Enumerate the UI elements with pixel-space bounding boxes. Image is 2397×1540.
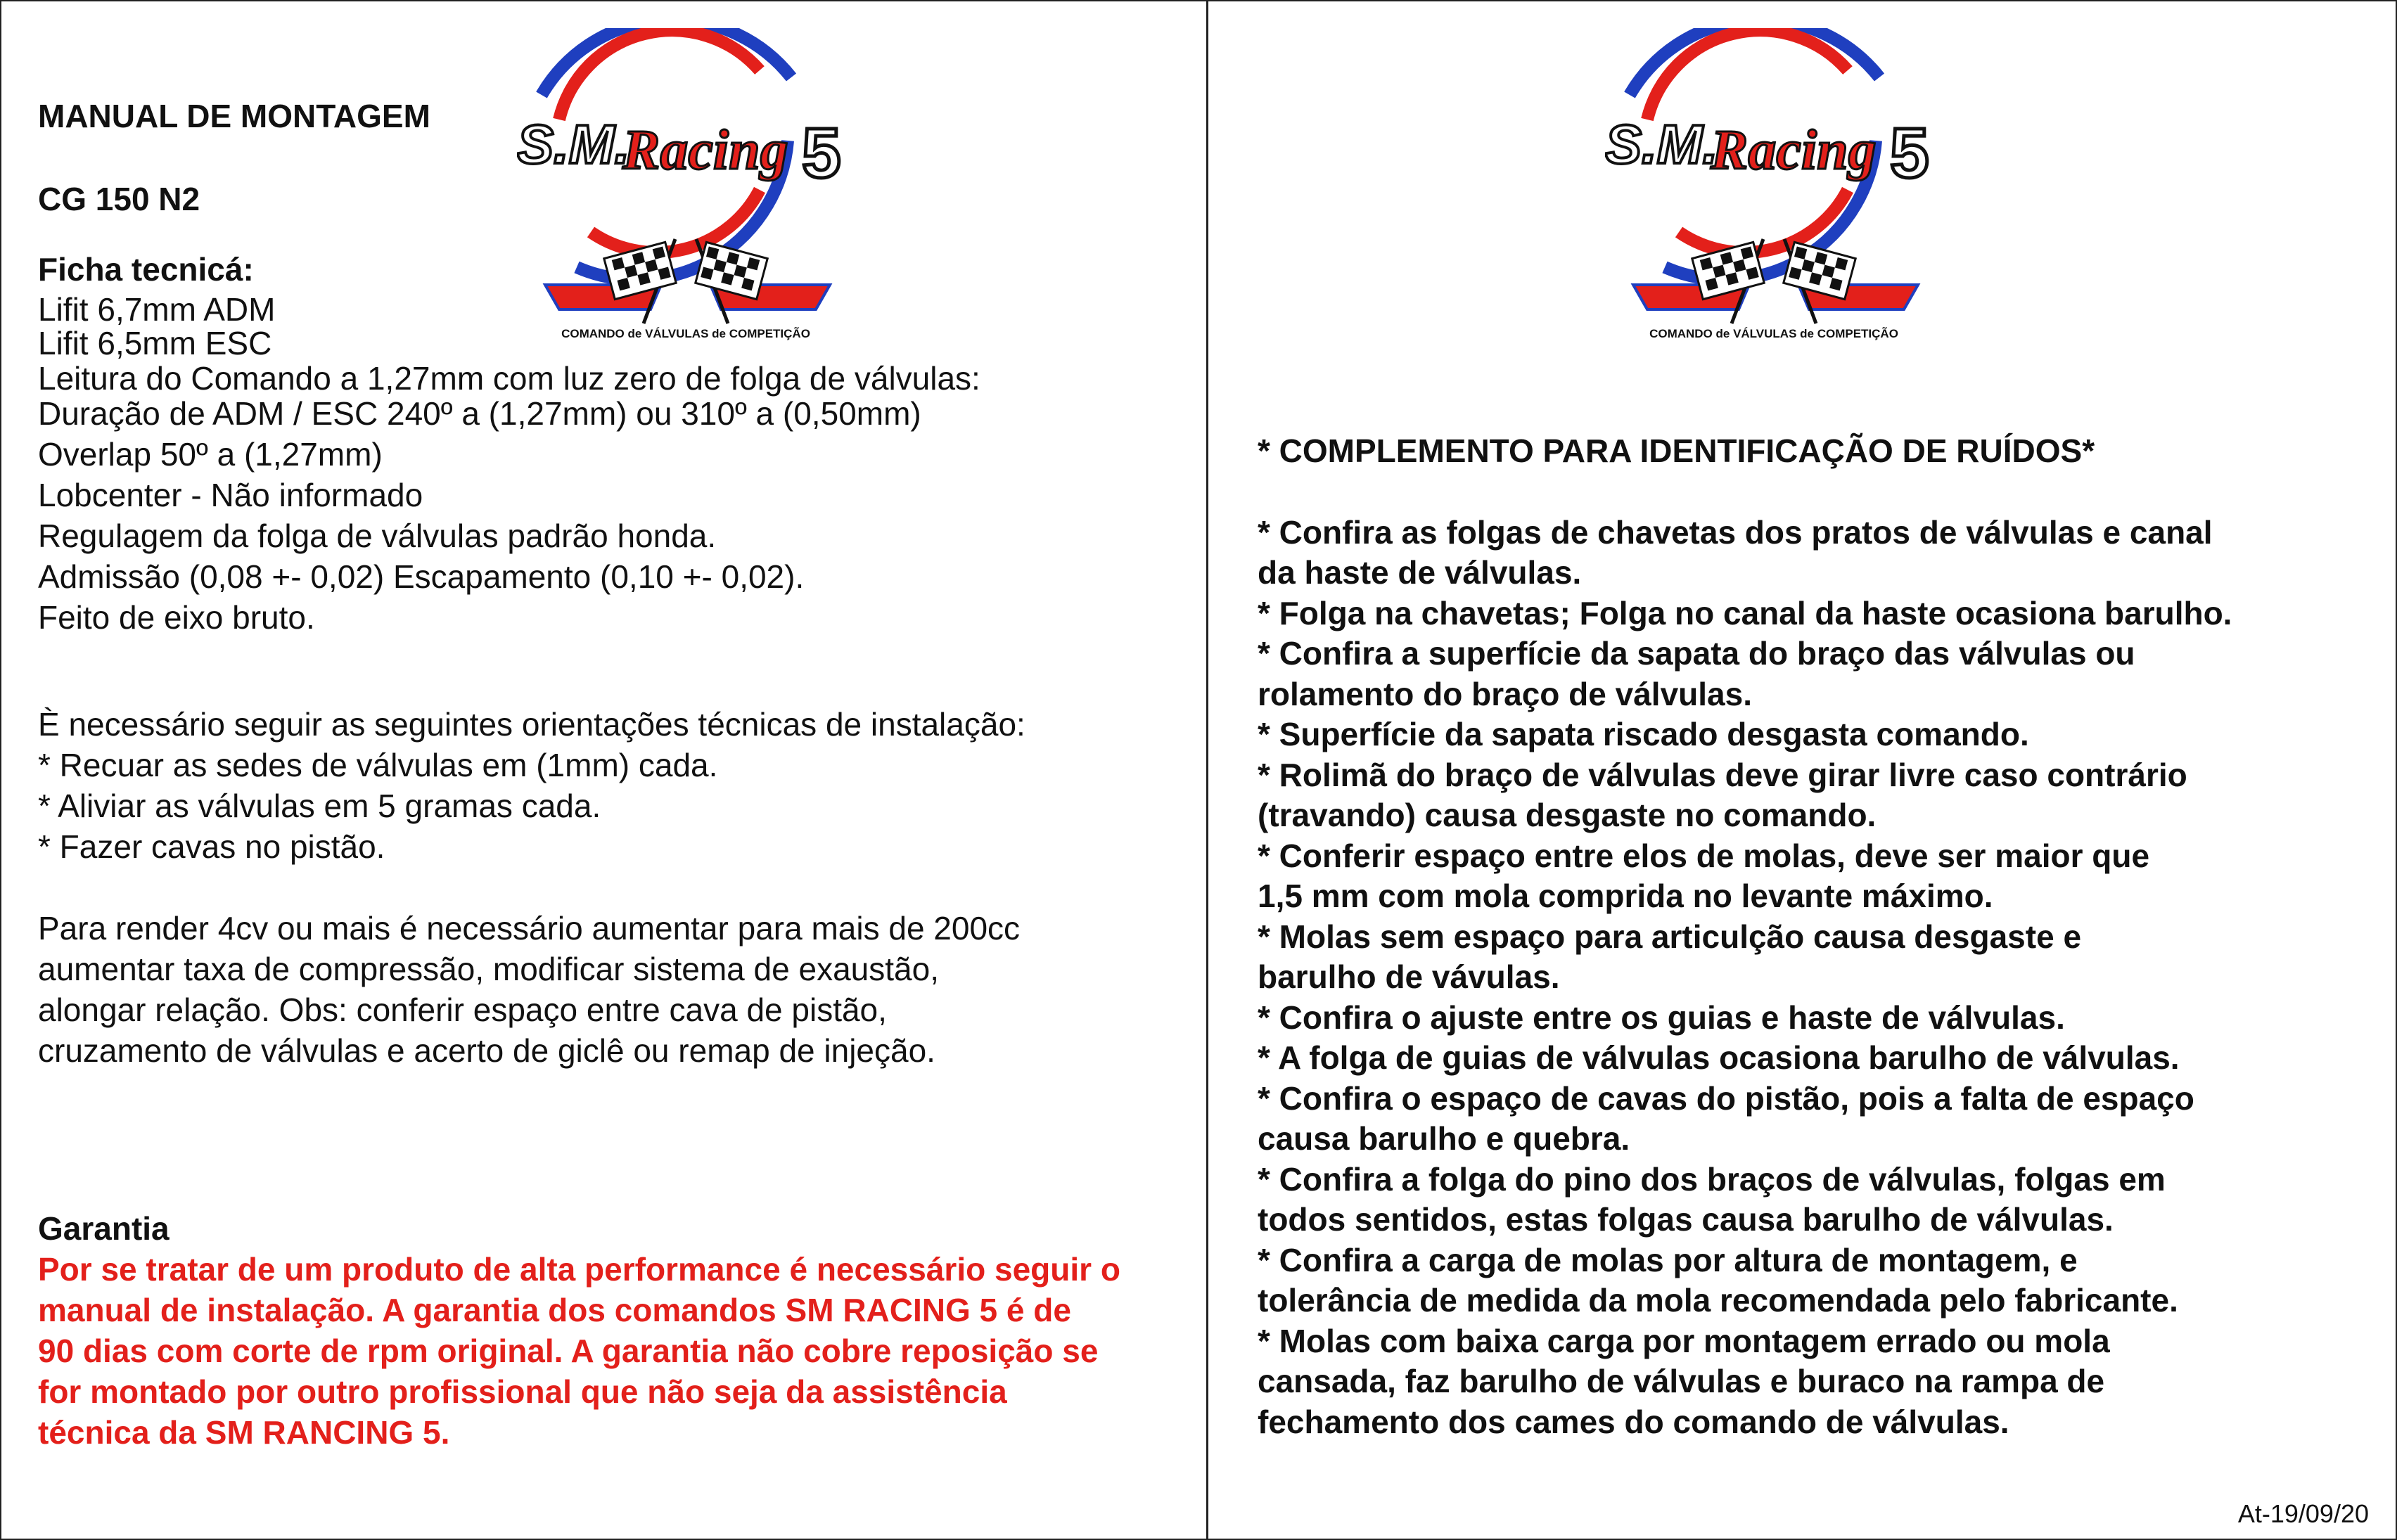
spec-line: Admissão (0,08 +- 0,02) Escapamento (0,10 +- 0,02). <box>38 558 805 595</box>
performance-line: aumentar taxa de compressão, modificar sistema de exaustão, <box>38 951 939 987</box>
install-line: * Recuar as sedes de válvulas em (1mm) cada. <box>38 747 718 783</box>
noise-line: * Confira a superfície da sapata do braço das válvulas ou <box>1258 635 2135 672</box>
spec-line: Lifit 6,7mm ADM <box>38 291 276 328</box>
performance-line: Para render 4cv ou mais é necessário aumentar para mais de 200cc <box>38 910 1021 947</box>
noise-line: fechamento dos cames do comando de válvulas. <box>1258 1404 2009 1440</box>
logo-brand-sm: S.M. <box>517 113 630 175</box>
logo-brand-sm: S.M. <box>1605 113 1718 175</box>
spec-line: Lifit 6,5mm ESC <box>38 325 272 361</box>
logo-brand-racing: Racing <box>622 120 788 181</box>
noise-line: * Confira as folgas de chavetas dos pratos de válvulas e canal <box>1258 514 2213 551</box>
warranty-line: técnica da SM RANCING 5. <box>38 1414 450 1451</box>
spec-line: Feito de eixo bruto. <box>38 599 315 636</box>
noise-line: barulho de vávulas. <box>1258 958 1560 995</box>
noise-line: da haste de válvulas. <box>1258 554 1582 591</box>
spec-heading: Ficha tecnicá: <box>38 251 254 288</box>
logo-brand-racing: Racing <box>1711 120 1877 181</box>
noise-line: todos sentidos, estas folgas causa barulho de válvulas. <box>1258 1201 2114 1238</box>
warranty-heading: Garantia <box>38 1210 170 1247</box>
performance-line: alongar relação. Obs: conferir espaço entre cava de pistão, <box>38 992 887 1028</box>
noise-line: tolerância de medida da mola recomendada pelo fabricante. <box>1258 1282 2178 1318</box>
warranty-line: manual de instalação. A garantia dos comandos SM RACING 5 é de <box>38 1292 1071 1328</box>
manual-title: MANUAL DE MONTAGEM <box>38 98 430 134</box>
spec-line: Overlap 50º a (1,27mm) <box>38 436 383 473</box>
noise-line: * Superfície da sapata riscado desgasta comando. <box>1258 716 2029 752</box>
spec-line: Regulagem da folga de válvulas padrão honda. <box>38 518 717 554</box>
spec-line: Duração de ADM / ESC 240º a (1,27mm) ou 310º a (0,50mm) <box>38 395 921 432</box>
noise-line: * A folga de guias de válvulas ocasiona barulho de válvulas. <box>1258 1039 2180 1076</box>
warranty-line: Por se tratar de um produto de alta performance é necessário seguir o <box>38 1251 1120 1288</box>
noise-line: * Rolimã do braço de válvulas deve girar livre caso contrário <box>1258 757 2187 793</box>
noise-line: * Confira o ajuste entre os guias e haste de válvulas. <box>1258 999 2065 1036</box>
noise-line: 1,5 mm com mola comprida no levante máximo. <box>1258 878 1993 914</box>
spec-line: Leitura do Comando a 1,27mm com luz zero de folga de válvulas: <box>38 360 980 397</box>
noise-line: * Molas com baixa carga por montagem errado ou mola <box>1258 1323 2110 1359</box>
install-line: * Aliviar as válvulas em 5 gramas cada. <box>38 788 601 824</box>
spec-line: Lobcenter - Não informado <box>38 477 423 513</box>
logo-tagline: COMANDO de VÁLVULAS de COMPETIÇÃO <box>1649 327 1898 340</box>
noise-line: causa barulho e quebra. <box>1258 1120 1630 1157</box>
noise-line: * Folga na chavetas; Folga no canal da haste ocasiona barulho. <box>1258 595 2232 631</box>
logo-brand-number: 5 <box>802 114 841 193</box>
noise-line: rolamento do braço de válvulas. <box>1258 676 1752 712</box>
noise-line: * Molas sem espaço para articulção causa desgaste e <box>1258 918 2082 955</box>
noise-line: * Confira o espaço de cavas do pistão, pois a falta de espaço <box>1258 1080 2194 1117</box>
model-name: CG 150 N2 <box>38 181 200 217</box>
install-line: * Fazer cavas no pistão. <box>38 828 385 865</box>
noise-line: (travando) causa desgaste no comando. <box>1258 797 1877 833</box>
logo-tagline: COMANDO de VÁLVULAS de COMPETIÇÃO <box>561 327 810 340</box>
noise-line: cansada, faz barulho de válvulas e buraco na rampa de <box>1258 1363 2105 1399</box>
warranty-line: for montado por outro profissional que não seja da assistência <box>38 1373 1007 1410</box>
logo-brand-number: 5 <box>1890 114 1929 193</box>
sm-racing-logo <box>517 28 855 352</box>
install-line: È necessário seguir as seguintes orientações técnicas de instalação: <box>38 706 1025 743</box>
noise-heading: * COMPLEMENTO PARA IDENTIFICAÇÃO DE RUÍDOS* <box>1258 432 2095 469</box>
right-panel <box>1208 0 2397 1540</box>
performance-line: cruzamento de válvulas e acerto de giclê ou remap de injeção. <box>38 1032 935 1069</box>
noise-line: * Conferir espaço entre elos de molas, deve ser maior que <box>1258 838 2150 874</box>
noise-line: * Confira a folga do pino dos braços de válvulas, folgas em <box>1258 1161 2166 1198</box>
revision-date: At-19/09/20 <box>2237 1499 2369 1528</box>
warranty-line: 90 dias com corte de rpm original. A garantia não cobre reposição se <box>38 1333 1099 1369</box>
noise-line: * Confira a carga de molas por altura de montagem, e <box>1258 1242 2078 1278</box>
